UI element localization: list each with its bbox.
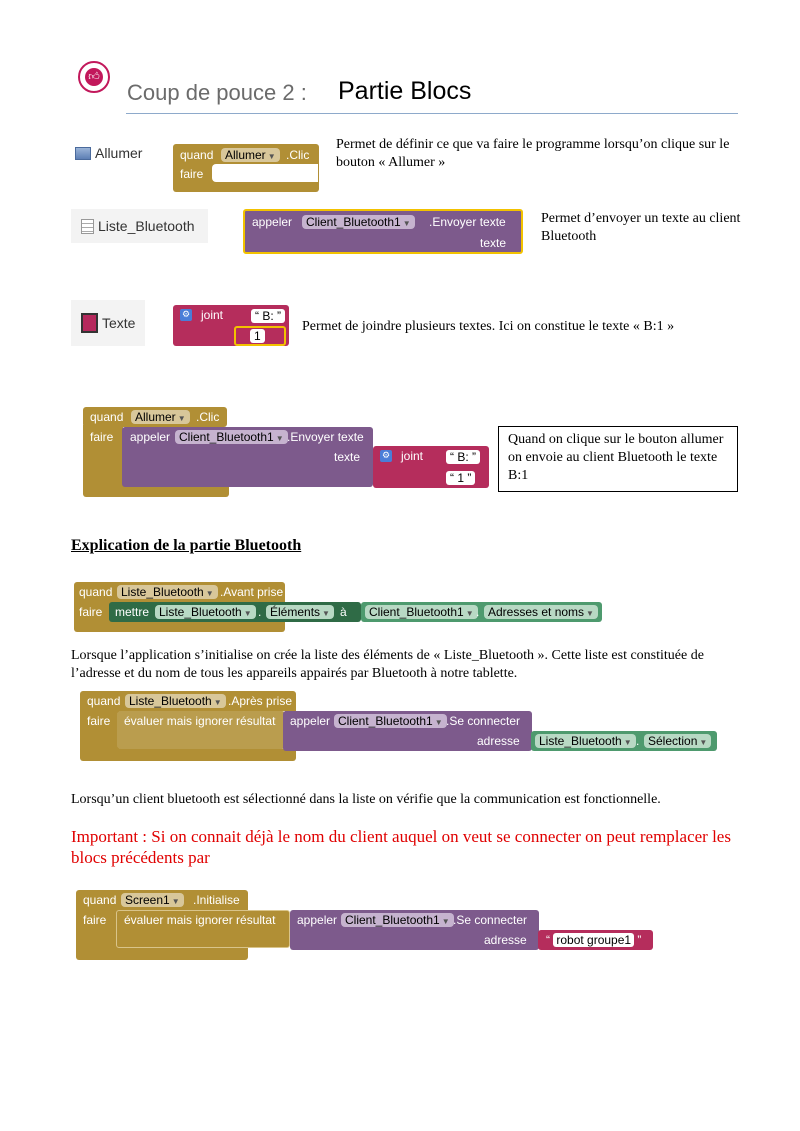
component-name: Allumer	[225, 148, 266, 162]
thumbs-up-icon: 👍︎	[78, 61, 110, 93]
source-dropdown	[535, 734, 636, 748]
chevron-down-icon: ▼	[434, 718, 443, 727]
faire-label: faire	[180, 167, 204, 181]
gear-icon: ⚙	[181, 310, 191, 320]
palette-text	[71, 300, 145, 346]
method-name: .Envoyer texte	[429, 215, 506, 229]
string-1-value: 1	[254, 329, 261, 343]
string-1	[250, 329, 265, 343]
client-name: Client_Bluetooth1	[338, 714, 433, 728]
client-dropdown	[334, 714, 447, 728]
chevron-down-icon: ▼	[699, 738, 708, 747]
client-property-dropdown	[484, 605, 598, 619]
faire-label: faire	[83, 913, 107, 927]
event-name: .Clic	[196, 410, 220, 424]
palette-listpicker	[71, 209, 208, 243]
string-b: “ B: ”	[251, 309, 285, 323]
evaluate-label: évaluer mais ignorer résultat	[124, 913, 276, 927]
appeler-label: appeler	[130, 430, 171, 444]
quand-label: quand	[87, 694, 121, 708]
client-name: Client_Bluetooth1	[179, 430, 274, 444]
param-label: adresse	[484, 933, 527, 947]
dot: .	[258, 605, 262, 619]
chevron-down-icon: ▼	[623, 738, 632, 747]
quand-label: quand	[180, 148, 214, 162]
component-name: Screen1	[125, 893, 170, 907]
section-heading: Explication de la partie Bluetooth	[71, 537, 302, 554]
palette-text-label: Texte	[102, 315, 136, 331]
client-dropdown	[175, 430, 288, 444]
client-name: Client_Bluetooth1	[369, 605, 464, 619]
component-dropdown	[121, 893, 184, 907]
param-label: texte	[480, 236, 507, 250]
target-name: Liste_Bluetooth	[159, 605, 242, 619]
method-name: .Se connecter	[446, 714, 521, 728]
joint-label: joint	[201, 308, 224, 322]
dot: .	[476, 605, 480, 619]
string-1: “ 1 ”	[446, 471, 475, 485]
client-name: Client_Bluetooth1	[306, 215, 401, 229]
property-name: Éléments	[270, 605, 321, 619]
title-divider	[126, 113, 738, 114]
event-name: .Avant prise	[220, 585, 284, 599]
component-name: Liste_Bluetooth	[121, 585, 204, 599]
page-title-prefix: Coup de pouce 2 :	[127, 80, 307, 105]
button-component-icon	[75, 147, 91, 160]
string-b-value: B:	[262, 309, 274, 323]
component-name: Liste_Bluetooth	[129, 694, 212, 708]
chevron-down-icon: ▼	[243, 609, 252, 618]
faire-label: faire	[79, 605, 103, 619]
component-dropdown	[131, 410, 190, 424]
chevron-down-icon: ▼	[322, 609, 330, 618]
chevron-down-icon: ▼	[275, 434, 284, 443]
appeler-label: appeler	[252, 215, 293, 229]
chevron-down-icon: ▼	[171, 897, 180, 906]
component-dropdown	[117, 585, 218, 599]
property-dropdown	[266, 605, 334, 619]
component-dropdown	[221, 148, 280, 162]
gear-icon: ⚙	[381, 451, 391, 461]
method-name: .Se connecter	[453, 913, 528, 927]
client-dropdown	[302, 215, 415, 229]
quand-label: quand	[83, 893, 117, 907]
client-dropdown	[341, 913, 454, 927]
component-dropdown	[125, 694, 226, 708]
string-b: “ B: ”	[446, 450, 480, 464]
palette-listpicker-label: Liste_Bluetooth	[98, 218, 195, 234]
appeler-label: appeler	[290, 714, 331, 728]
combined-note-box: Quand on clique sur le bouton allumer on envoie au client Bluetooth le texte B:1	[498, 426, 738, 492]
text-component-icon	[81, 313, 98, 333]
source-name: Liste_Bluetooth	[539, 734, 622, 748]
description-avant-prise: Lorsque l’application s’initialise on crée la liste des éléments de « Liste_Bluetooth ». Cette liste est constituée de l’adresse et du nom de tous les appareils appairés par Bluetooth à notre tablette.	[71, 648, 704, 681]
dot: .	[636, 734, 640, 748]
description-allumer: Permet de définir ce que va faire le programme lorsqu’on clique sur le bouton « Allumer »	[336, 137, 730, 170]
string-quote: “ robot groupe1 ”	[546, 933, 642, 947]
client-property-name: Adresses et noms	[488, 605, 585, 619]
mettre-label: mettre	[115, 605, 150, 619]
joint-label: joint	[401, 449, 424, 463]
faire-label: faire	[87, 714, 111, 728]
chevron-down-icon: ▼	[586, 609, 594, 618]
a-label: à	[340, 605, 347, 619]
faire-label: faire	[90, 430, 114, 444]
chevron-down-icon: ▼	[177, 414, 186, 423]
string-value: robot groupe1	[553, 933, 634, 947]
palette-button-allumer	[75, 145, 142, 161]
string-1-value: 1	[457, 471, 465, 485]
evaluate-label: évaluer mais ignorer résultat	[124, 714, 276, 728]
property-name: Sélection	[648, 734, 698, 748]
important-note: Important : Si on connait déjà le nom du client auquel on veut se connecter on peut remplacer les blocs précédents par	[71, 827, 731, 867]
component-name: Allumer	[135, 410, 176, 424]
event-name: .Clic	[286, 148, 310, 162]
description-envoyer: Permet d’envoyer un texte au client Bluetooth	[541, 211, 741, 244]
client-name: Client_Bluetooth1	[345, 913, 440, 927]
property-dropdown	[644, 734, 711, 748]
chevron-down-icon: ▼	[213, 698, 222, 707]
appeler-label: appeler	[297, 913, 338, 927]
quand-label: quand	[79, 585, 113, 599]
param-label: adresse	[477, 734, 520, 748]
chevron-down-icon: ▼	[402, 219, 411, 228]
target-dropdown	[155, 605, 256, 619]
string-b-value: B:	[457, 450, 469, 464]
page-title: Partie Blocs	[338, 77, 472, 105]
chevron-down-icon: ▼	[465, 609, 474, 618]
quand-label: quand	[90, 410, 124, 424]
event-name: .Après prise	[228, 694, 293, 708]
chevron-down-icon: ▼	[205, 589, 214, 598]
chevron-down-icon: ▼	[441, 917, 450, 926]
chevron-down-icon: ▼	[267, 152, 276, 161]
palette-button-label: Allumer	[95, 145, 143, 161]
param-label: texte	[334, 450, 361, 464]
list-icon	[81, 219, 94, 234]
event-name: .Initialise	[193, 893, 240, 907]
description-joint: Permet de joindre plusieurs textes. Ici on constitue le texte « B:1 »	[302, 319, 675, 334]
method-name: .Envoyer texte	[287, 430, 364, 444]
client-dropdown	[365, 605, 478, 619]
statement-slot	[212, 164, 318, 182]
description-apres-prise: Lorsqu’un client bluetooth est sélectionné dans la liste on vérifie que la communication est fonctionnelle.	[71, 792, 661, 807]
